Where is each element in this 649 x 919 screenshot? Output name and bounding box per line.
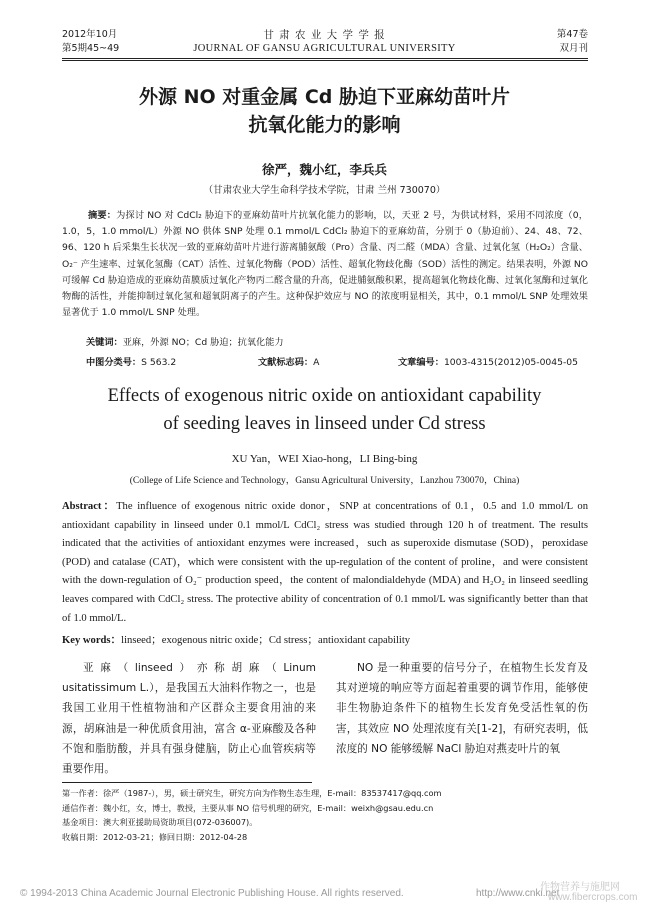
keywords-cn-label: 关键词： [86, 337, 123, 348]
footnote-first-author: 第一作者：徐严（1987-），男，硕士研究生，研究方向为作物生态生理，E-mail：83537417@qq.com [62, 788, 442, 798]
header-frequency: 双月刊 [559, 43, 588, 54]
copyright-bar [0, 882, 649, 916]
body-right-column: NO 是一种重要的信号分子，在植物生长发育及其对逆境的响应等方面起着重要的调节作用，能够使非生物胁迫条件下的植物生长发育免受活性氧的伤害，其效应 NO 处理浓度有关[1-2]，有研究表明，低浓度的 NO 能够缓解 NaCl 胁迫对燕麦叶片的氧 [336, 662, 588, 755]
abstract-en [62, 498, 588, 628]
footnotes [62, 786, 588, 844]
authors-en: XU Yan，WEI Xiao-hong，LI Bing-bing [231, 453, 418, 465]
header-rule [62, 58, 588, 61]
authors-cn: 徐严，魏小红，李兵兵 [261, 162, 387, 177]
footnote-fund-text: 澳大利亚援助局资助项目(072-036007)。 [102, 817, 258, 827]
header-journal-cn: 甘 肃 农 业 大 学 学 报 [263, 29, 386, 41]
watermark-site-cn: 作物营养与施肥网 [540, 882, 620, 893]
abstract-cn [62, 208, 588, 321]
abstract-cn-label: 摘要： [88, 210, 117, 221]
article-number-label: 文章编号： [398, 357, 444, 368]
article-number-value: 1003-4315(2012)05-0045-05 [443, 357, 578, 368]
keywords-cn-text: 亚麻，外源 NO；Cd 胁迫；抗氧化能力 [122, 337, 284, 348]
article-number [398, 354, 578, 368]
keywords-en-label: Key words： [62, 635, 122, 646]
document-code-label: 文献标志码： [258, 357, 314, 368]
footnote-corresponding-author: 通信作者：魏小红，女，博士，教授，主要从事 NO 信号机理的研究，E-mail：weixh@gsau.edu.cn [62, 802, 434, 813]
keywords-en [62, 632, 588, 651]
copyright-text: © 1994-2013 China Academic Journal Electronic Publishing House. All rights reserved. [20, 888, 404, 899]
footnote-rule [62, 782, 312, 783]
abstract-en-text: The influence of exogenous nitric oxide donor，SNP at concentrations of 0.1，0.5 and 1.0 mmol/L on antioxidant capability in linseed under 0.1 mmol/L CdCl₂ stress was studied through 120 h of treatment. The results indicated that the activities of antioxidant enzymes were increased，such as superoxide dismutase (SOD)，peroxidase (POD) and catalase (CAT)，which were consistent with the up-regulation of the content of proline，and were consistent with the down-regulation of O₂⁻ production speed，the content of malondialdehyde (MDA) and H₂O₂ in linseed seedling leaves compared with CdCl₂ stress. The protective ability of concentration of 0.1 mmol/L was significantly better than that of 1.0 mmol/L. [62, 501, 588, 624]
body-left-column: 亚麻（linseed）亦称胡麻（Linum usitatissimum L.），是我国五大油料作物之一，也是我国工业用干性植物油和产区群众主要食用油的来源，胡麻油是一种优质食用油，富含 α-亚麻酸及各种不饱和脂肪酸，并具有强身健脑，防止心血管疾病等重要作用。 [62, 662, 316, 776]
title-cn-line2: 抗氧化能力的影响 [248, 114, 401, 136]
abstract-en-label: Abstract： [62, 501, 117, 512]
document-code [258, 354, 319, 368]
header-year-issue: 2012年10月 [62, 29, 118, 40]
cnki-link[interactable]: http://www.cnki.net [476, 888, 560, 899]
header-volume: 第47卷 [556, 29, 588, 40]
footnote-fund [62, 815, 588, 830]
header-journal-en: JOURNAL OF GANSU AGRICULTURAL UNIVERSITY [193, 43, 456, 54]
keywords-en-text: linseed；exogenous nitric oxide；Cd stress；antioxidant capability [121, 635, 411, 646]
clc-number [86, 354, 176, 368]
abstract-cn-text: 为探讨 NO 对 CdCl₂ 胁迫下的亚麻幼苗叶片抗氧化能力的影响，以，天亚 2 号，为供试材料，采用不同浓度（0，1.0，5，1.0 mmol/L）外源 NO 供体 SNP 处理 0.1 mmol/L CdCl₂ 胁迫下的亚麻幼苗，分别于 0（胁迫前）、24、48、72、96、120 h 后采集生长状况一致的亚麻幼苗叶片进行游离脯氨酸（Pro）含量、丙二醛（MDA）含量、过氧化氢（H₂O₂）含量、O₂⁻ 产生速率、过氧化氢酶（CAT）活性、过氧化物酶（POD）活性、超氧化物歧化酶（SOD）活性的测定。结果表明，外源 NO 可缓解 Cd 胁迫造成的亚麻幼苗膜质过氧化产物丙二醛含量的升高，促进脯氨酸积累，提高超氧化物歧化酶、过氧化氢酶和过氧化物酶的活性，并能抑制过氧化氢和超氧阴离子的产生。这种保护效应与 NO 的浓度明显相关，其中，0.1 mmol/L SNP 处理效果显著优于 1.0 mmol/L SNP 处理。 [62, 210, 588, 319]
document-code-value: A [313, 357, 320, 368]
clc-label: 中图分类号： [86, 357, 142, 368]
title-en-line1: Effects of exogenous nitric oxide on antioxidant capability [107, 386, 542, 406]
title-en-line2: of seeding leaves in linseed under Cd stress [163, 414, 486, 434]
clc-value: S 563.2 [141, 357, 177, 368]
title-cn-line1: 外源 NO 对重金属 Cd 胁迫下亚麻幼苗叶片 [138, 86, 511, 108]
footnote-dates: 收稿日期：2012-03-21；修回日期：2012-04-28 [62, 831, 248, 842]
watermark-site-en: www.fibercrops.com [548, 892, 638, 903]
keywords-cn [86, 334, 586, 348]
affiliation-en: (College of Life Science and Technology，Gansu Agricultural University，Lanzhou 730070，China) [129, 476, 520, 486]
affiliation-cn: （甘肃农业大学生命科学技术学院，甘肃 兰州 730070） [203, 185, 446, 196]
header-issue-pages: 第5期45~49 [62, 43, 120, 54]
footnote-fund-label: 基金项目： [62, 817, 103, 827]
